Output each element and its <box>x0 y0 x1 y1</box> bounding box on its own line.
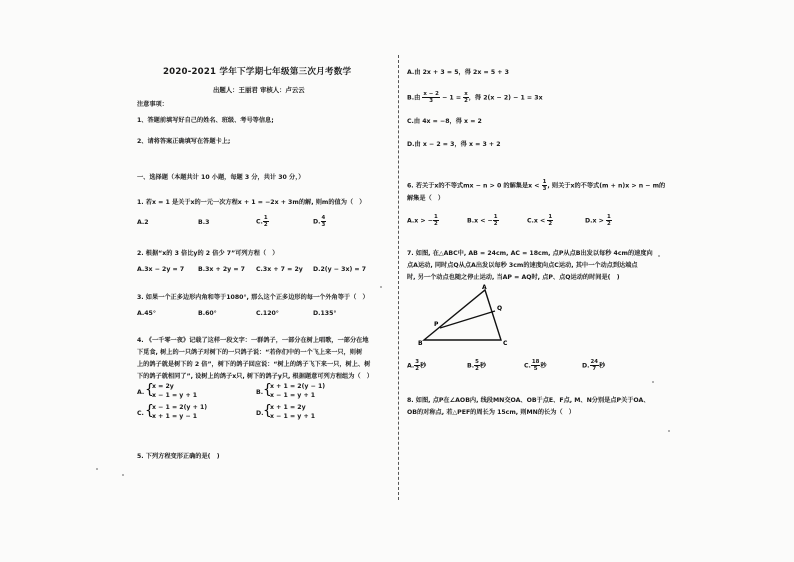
q6-stem-num: 1 <box>542 179 547 185</box>
q4-line-1: 4. 《一千零一夜》记载了这样一段文字：一群鸽子，一部分在树上唱歌，一部分在地 <box>137 337 369 344</box>
q4-option-c-label: C. <box>137 410 144 417</box>
q1-d-num: 4 <box>321 215 326 221</box>
q5-d-res: x = 3 + 2 <box>468 141 501 148</box>
q4-option-a-label: A. <box>137 389 145 396</box>
q3-stem: 3. 如果一个正多边形内角和等于1080°, 那么这个正多边形的每一个外角等于（ ） <box>137 294 369 301</box>
q6-c-den: 2 <box>548 221 553 227</box>
q1-option-c <box>256 215 269 228</box>
q7-c-label: C. <box>524 362 531 370</box>
vertex-c-label: C <box>503 340 508 347</box>
q1-d-fraction <box>321 215 327 228</box>
q8-line-1: 8. 如图, 点P在∠AOB内, 线段MN交OA、OB于点E、F点, M、N分别是点P关于OA、 <box>407 397 650 404</box>
q5-b-num2: x <box>464 91 468 97</box>
scan-speck <box>652 381 654 383</box>
q4-d-brace: { <box>263 403 272 419</box>
q7-d-unit: 秒 <box>599 362 606 370</box>
q4-c-eq2: x + 1 = y − 1 <box>152 413 198 420</box>
triangle-abc <box>424 290 501 340</box>
q2-option-d: D.2(y − 3x) = 7 <box>313 266 367 273</box>
q5-b-mid2: ，得 <box>468 94 484 102</box>
q5-option-c <box>407 118 482 126</box>
q3-option-d: D.135° <box>313 310 337 317</box>
q2-option-a: A.3x − 2y = 7 <box>137 266 185 273</box>
section-heading: 一、选择题（本题共计 10 小题，每题 3 分，共计 30 分，） <box>137 174 305 181</box>
q6-a-den: 2 <box>433 221 438 227</box>
scan-speck <box>122 474 124 476</box>
q1-stem: 1. 若x = 1 是关于x的一元一次方程x + 1 = −2x + 3m的解, 则m的值为（ ） <box>137 199 366 206</box>
q6-d-num: 1 <box>606 214 611 220</box>
q4-b-eq1: x + 1 = 2(y − 1) <box>270 383 326 390</box>
q7-d-num: 24 <box>590 359 599 365</box>
q4-c-brace: { <box>145 403 154 419</box>
q6-a-fraction <box>433 214 439 227</box>
q6-d-den: 2 <box>606 221 611 227</box>
q5-a-pre: A.由 <box>407 69 423 76</box>
notes-heading: 注意事项： <box>137 101 168 108</box>
q1-c-label: C. <box>256 218 263 226</box>
vertex-a-label: A <box>482 284 487 291</box>
q5-c-mid: ，得 <box>449 118 465 125</box>
q7-line-1: 7. 如图, 在△ABC中, AB = 24cm, AC = 18cm, 点P从点B出发以每秒 4cm的速度向 <box>407 250 653 257</box>
q4-d-eq1: x + 1 = 2y <box>270 404 306 411</box>
q7-option-d <box>582 359 605 372</box>
q6-c-fraction <box>547 214 553 227</box>
q6-d-fraction <box>606 214 612 227</box>
q8-line-2: OB的对称点, 若△PEF的周长为 15cm, 则MN的长为（ ） <box>407 409 575 416</box>
q6-line-2: 解集是（ ） <box>407 195 445 202</box>
q5-b-den2: 2 <box>464 98 468 104</box>
q1-option-a: A.2 <box>137 219 149 226</box>
q6-b-text: B.x < − <box>467 217 493 225</box>
point-q-label: Q <box>497 305 503 312</box>
q4-a-eq1: x = 2y <box>152 383 174 390</box>
scan-speck <box>380 286 382 288</box>
q7-c-num: 18 <box>531 359 540 365</box>
q6-option-a <box>407 214 439 227</box>
q5-b-res: 2(x − 2) − 1 = 3x <box>483 94 543 102</box>
q1-option-d <box>313 215 326 228</box>
q4-option-d-label: D. <box>256 410 264 417</box>
q4-a-brace: { <box>145 382 154 398</box>
q7-c-unit: 秒 <box>540 362 547 370</box>
q6-option-b <box>467 214 499 227</box>
q3-option-a: A.45° <box>137 310 156 317</box>
q4-b-eq2: x − 1 = y + 1 <box>270 392 316 399</box>
q7-option-c <box>524 359 547 372</box>
q5-a-mid: ，得 <box>458 69 474 76</box>
q7-b-den: 2 <box>475 366 479 372</box>
q1-d-label: D. <box>313 218 321 226</box>
q4-a-eq2: x − 1 = y + 1 <box>152 392 198 399</box>
q7-a-label: A. <box>407 362 415 370</box>
q1-c-den: 2 <box>263 222 268 228</box>
q5-b-pre: B.由 <box>407 94 423 102</box>
q5-d-pre: D.由 <box>407 141 423 148</box>
q5-option-d <box>407 141 501 149</box>
q3-option-c: C.120° <box>256 310 279 317</box>
q7-c-fraction <box>531 359 541 372</box>
q6-option-c <box>527 214 553 227</box>
q6-a-text: A.x > − <box>407 217 433 225</box>
q6-a-num: 1 <box>433 214 438 220</box>
note-2: 2、请将答案正确填写在答题卡上; <box>137 138 231 145</box>
q7-c-den: 5 <box>533 366 538 372</box>
q5-option-a <box>407 69 509 77</box>
note-1: 1、答题前填写好自己的姓名、班级、考号等信息; <box>137 117 274 124</box>
column-divider <box>398 55 399 500</box>
q7-d-label: D. <box>582 362 590 370</box>
q6-c-text: C.x < <box>527 217 548 225</box>
q5-a-res: 2x = 5 + 3 <box>473 69 509 76</box>
q7-a-unit: 秒 <box>420 362 427 370</box>
q4-line-4: 下的鸽子就相同了”, 设树上的鸽子x只, 树下的鸽子y只, 根据题意可列方程组为（ ） <box>137 373 373 380</box>
exam-authors: 出题人：王丽君 审核人：卢云云 <box>213 86 305 94</box>
q5-d-mid: ，得 <box>454 141 469 148</box>
q5-a-eq: 2x + 3 = 5 <box>422 69 459 76</box>
q2-option-c: C.3x + 7 = 2y <box>256 266 303 273</box>
q4-b-brace: { <box>263 382 272 398</box>
q6-b-den: 2 <box>493 221 498 227</box>
q7-option-b <box>467 359 486 372</box>
q7-triangle-figure <box>405 282 525 350</box>
q1-c-fraction <box>263 215 269 228</box>
q5-d-eq: x − 2 = 3 <box>422 141 455 148</box>
scan-speck <box>658 255 660 257</box>
q1-d-den: 3 <box>321 222 326 228</box>
q5-stem: 5. 下列方程变形正确的是( ) <box>137 453 220 460</box>
q7-b-label: B. <box>467 362 475 370</box>
q7-d-den: 7 <box>592 366 597 372</box>
q7-b-unit: 秒 <box>479 362 487 370</box>
q6-option-d <box>585 214 612 227</box>
q4-line-3: 上的鸽子就是树下的 2 倍”，树下的鸽子回应说：“树上的鸽子飞下来一只，树上、树 <box>137 361 371 368</box>
q7-b-num: 5 <box>475 359 479 365</box>
q6-d-text: D.x > <box>585 217 606 225</box>
q5-c-pre: C.由 <box>407 118 423 125</box>
q7-option-a <box>407 359 426 372</box>
q6-c-num: 1 <box>548 214 553 220</box>
q3-option-b: B.60° <box>198 310 217 317</box>
q5-option-b <box>407 91 543 104</box>
q2-stem: 2. 根据“x的 3 倍比y的 2 倍少 7”可列方程（ ） <box>137 250 279 257</box>
q7-a-den: 2 <box>415 366 420 372</box>
q4-c-eq1: x − 1 = 2(y + 1) <box>152 404 208 411</box>
q6-b-fraction <box>493 214 499 227</box>
q7-line-2: 点A运动, 同时点Q从点A出发以每秒 3cm的速度向点C运动, 其中一个动点到达端点 <box>407 262 638 269</box>
vertex-b-label: B <box>418 340 423 347</box>
q6-b-num: 1 <box>493 214 498 220</box>
q4-option-b-label: B. <box>256 389 264 396</box>
q2-option-b: B.3x + 2y = 7 <box>198 266 245 273</box>
point-p-label: P <box>434 321 439 328</box>
exam-title: 2020-2021 学年下学期七年级第三次月考数学 <box>163 67 352 77</box>
q5-b-frac1 <box>422 91 440 104</box>
q6-stem-den: 3 <box>542 186 547 192</box>
q7-d-fraction <box>590 359 600 372</box>
q6-stem <box>407 179 665 192</box>
q6-stem-text: 6. 若关于x的不等式mx − n > 0 的解集是x < <box>407 182 542 190</box>
q5-c-eq: 4x = −8 <box>422 118 450 125</box>
q1-option-b: B.3 <box>198 219 210 226</box>
scan-speck <box>96 468 98 470</box>
q5-b-mid1: − 1 = <box>439 94 464 102</box>
q5-c-res: x = 2 <box>464 118 482 125</box>
q5-b-num1: x − 2 <box>423 91 439 97</box>
q7-a-num: 3 <box>415 359 420 365</box>
q6-stem-end: , 则关于x的不等式(m + n)x > n − m的 <box>547 182 666 190</box>
q1-c-num: 1 <box>263 215 268 221</box>
q5-b-den1: 3 <box>429 98 434 104</box>
q4-line-2: 下觅食, 树上的一只鸽子对树下的一只鸽子说：“若你们中的一个飞上来一只，则树 <box>137 349 363 356</box>
q7-line-3: 时, 另一个动点也随之停止运动, 当AP = AQ时, 点P、点Q运动的时间是( ) <box>407 274 620 281</box>
scan-speck <box>668 430 670 432</box>
q4-d-eq2: x − 1 = y + 1 <box>270 413 316 420</box>
